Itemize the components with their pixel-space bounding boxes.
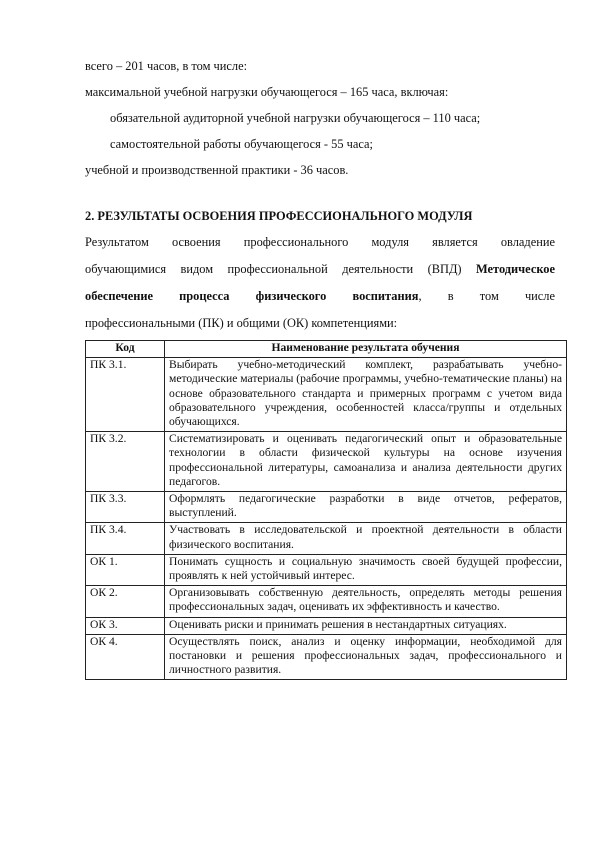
- activity-name-part-1: Методическое: [475, 262, 555, 276]
- table-header-row: [86, 341, 567, 358]
- table-row: [86, 523, 567, 554]
- competency-text: Систематизировать и оценивать педагогический опыт и образовательные технологии в области физической культуры на основе изучения профессиональной литературы, самоанализа и анализа деятельности других педагогов.: [165, 432, 567, 492]
- competency-text: Осуществлять поиск, анализ и оценку информации, необходимой для постановки и решения профессиональных задач, профессионального и личностного развития.: [165, 634, 567, 680]
- paragraph-line-3: [85, 288, 555, 304]
- competency-code: ПК 3.2.: [86, 432, 165, 492]
- table-row: [86, 586, 567, 617]
- competency-code: ОК 4.: [86, 634, 165, 680]
- table-row: [86, 617, 567, 634]
- competency-code: ПК 3.3.: [86, 492, 165, 523]
- competency-code: ОК 1.: [86, 554, 165, 585]
- competency-code: ОК 3.: [86, 617, 165, 634]
- competency-text: Выбирать учебно-методический комплект, разрабатывать учебно-методические материалы (рабочие программы, учебно-тематические планы) на основе образовательного стандарта и примерных программ с учетом вида образовательного учреждения, особенностей класса/группы и отдельных обучающихся.: [165, 358, 567, 432]
- paragraph-line-2: [85, 261, 555, 277]
- table-row: [86, 358, 567, 432]
- competency-text: Организовывать собственную деятельность, определять методы решения профессиональных задач, оценивать их эффективность и качество.: [165, 586, 567, 617]
- paragraph-text: , в том числе: [418, 289, 555, 303]
- competency-text: Участвовать в исследовательской и проектной деятельности в области физического воспитания.: [165, 523, 567, 554]
- intro-practice: учебной и производственной практики - 36 часов.: [85, 163, 349, 177]
- intro-max-load: максимальной учебной нагрузки обучающегося – 165 часа, включая:: [85, 85, 449, 99]
- paragraph-line-1: Результатом освоения профессионального модуля является овладение: [85, 235, 555, 249]
- competency-code: ПК 3.1.: [86, 358, 165, 432]
- competency-text: Понимать сущность и социальную значимость своей будущей профессии, проявлять к ней устойчивый интерес.: [165, 554, 567, 585]
- competency-code: ПК 3.4.: [86, 523, 165, 554]
- header-result-name: Наименование результата обучения: [165, 341, 567, 358]
- table-row: [86, 634, 567, 680]
- competency-code: ОК 2.: [86, 586, 165, 617]
- activity-name-part-2: обеспечение процесса физического воспитания: [85, 289, 419, 303]
- results-table: [85, 340, 567, 680]
- paragraph-line-4: профессиональными (ПК) и общими (ОК) компетенциями:: [85, 316, 398, 330]
- table-row: [86, 554, 567, 585]
- table-row: [86, 492, 567, 523]
- competency-text: Оформлять педагогические разработки в виде отчетов, рефератов, выступлений.: [165, 492, 567, 523]
- intro-total-hours: всего – 201 часов, в том числе:: [85, 59, 248, 73]
- header-code: Код: [86, 341, 165, 358]
- paragraph-text: обучающимися видом профессиональной деятельности (ВПД): [85, 262, 476, 276]
- intro-classroom-load: обязательной аудиторной учебной нагрузки обучающегося – 110 часа;: [110, 111, 481, 125]
- table-row: [86, 432, 567, 492]
- section-heading: 2. РЕЗУЛЬТАТЫ ОСВОЕНИЯ ПРОФЕССИОНАЛЬНОГО МОДУЛЯ: [85, 209, 473, 223]
- competency-text: Оценивать риски и принимать решения в нестандартных ситуациях.: [165, 617, 567, 634]
- intro-self-study: самостоятельной работы обучающегося - 55 часа;: [110, 137, 373, 151]
